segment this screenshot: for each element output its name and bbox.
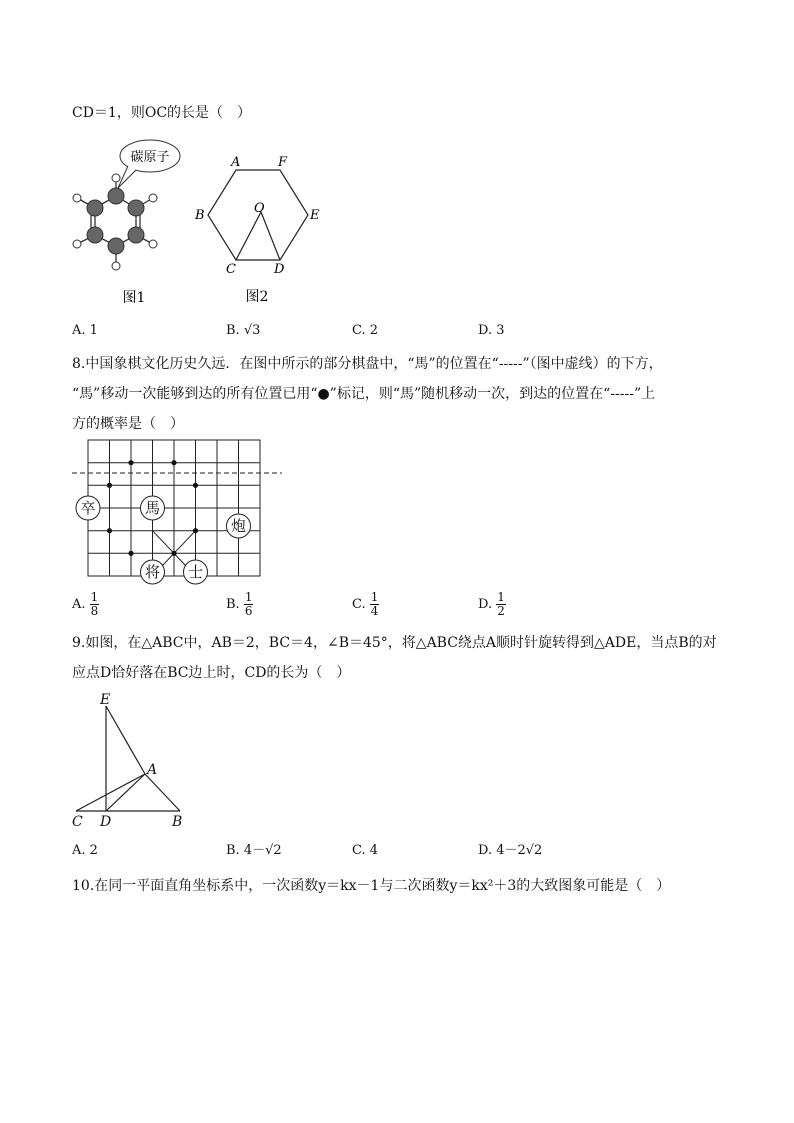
q8-line-3: 方的概率是（ ）	[72, 416, 184, 432]
q7-option-c[interactable]: C. 2	[352, 323, 379, 338]
piece-zu: 卒	[80, 499, 96, 517]
label-e: E	[100, 692, 111, 708]
figure-1-caption: 图1	[122, 290, 146, 306]
triangle-ocd	[236, 212, 280, 260]
callout-balloon	[118, 140, 180, 188]
figure-2-hexagon	[190, 150, 330, 310]
label-e: E	[310, 208, 320, 223]
fraction: $\frac{1}{4}$	[370, 590, 379, 618]
q7-option-b[interactable]: B. √3	[226, 323, 261, 338]
q9-triangle-figure	[68, 692, 198, 832]
piece-ma: 馬	[144, 499, 161, 517]
q8-option-a-label: A.	[72, 597, 86, 612]
fraction: $\frac{1}{2}$	[497, 590, 505, 618]
q9-line-1: 9.如图，在△ABC中，AB＝2，BC＝4，∠B＝45°，将△ABC绕点A顺时针旋转得到△ADE，当点B的对	[72, 635, 717, 651]
q9-option-a[interactable]: A. 2	[72, 843, 98, 858]
q7-stem-tail: CD＝1，则OC的长是（ ）	[72, 105, 252, 121]
q7-option-d[interactable]: D. 3	[478, 323, 505, 338]
label-d: D	[274, 262, 285, 277]
piece-pao: 炮	[230, 517, 247, 535]
q9-option-b[interactable]: B. 4－√2	[226, 843, 282, 858]
label-d: D	[100, 814, 112, 830]
label-a: A	[231, 155, 241, 170]
figure-1-molecule	[60, 138, 190, 313]
label-b: B	[195, 208, 205, 223]
q10-line-1: 10.在同一平面直角坐标系中，一次函数y＝kx－1与二次函数y＝kx²＋3的大致图象可能是（ ）	[72, 878, 671, 894]
q8-option-b-label: B.	[226, 597, 240, 612]
label-o: O	[254, 201, 265, 216]
q8-line-2: “馬”移动一次能够到达的所有位置已用“●”标记，则“馬”随机移动一次，到达的位置在“-----”上	[72, 386, 656, 402]
balloon-label: 碳原子	[130, 150, 170, 165]
figure-2-caption: 图2	[245, 289, 269, 305]
q8-option-a[interactable]	[72, 591, 99, 618]
q9-option-c[interactable]: C. 4	[352, 843, 379, 858]
fraction: $\frac{1}{6}$	[244, 590, 253, 618]
q8-option-b[interactable]	[226, 591, 253, 618]
chess-board	[68, 438, 288, 588]
label-c: C	[72, 814, 83, 830]
fraction: $\frac{1}{8}$	[90, 590, 99, 618]
label-b: B	[172, 814, 183, 830]
piece-jiang: 将	[144, 563, 161, 581]
chess-pieces	[76, 496, 251, 584]
q8-option-d[interactable]	[478, 591, 506, 618]
q8-option-c[interactable]	[352, 591, 379, 618]
q9-option-d[interactable]: D. 4－2√2	[478, 843, 543, 858]
label-f: F	[278, 155, 288, 170]
label-c: C	[226, 262, 236, 277]
q7-option-a[interactable]: A. 1	[72, 323, 98, 338]
piece-shi: 士	[187, 563, 204, 581]
q8-option-d-label: D.	[478, 597, 493, 612]
q8-line-1: 8.中国象棋文化历史久远．在图中所示的部分棋盘中，“馬”的位置在“-----”（图中虚线）的下方，	[72, 356, 663, 372]
q9-line-2: 应点D恰好落在BC边上时，CD的长为（ ）	[72, 665, 351, 681]
label-a: A	[147, 762, 158, 778]
q8-option-c-label: C.	[352, 597, 366, 612]
